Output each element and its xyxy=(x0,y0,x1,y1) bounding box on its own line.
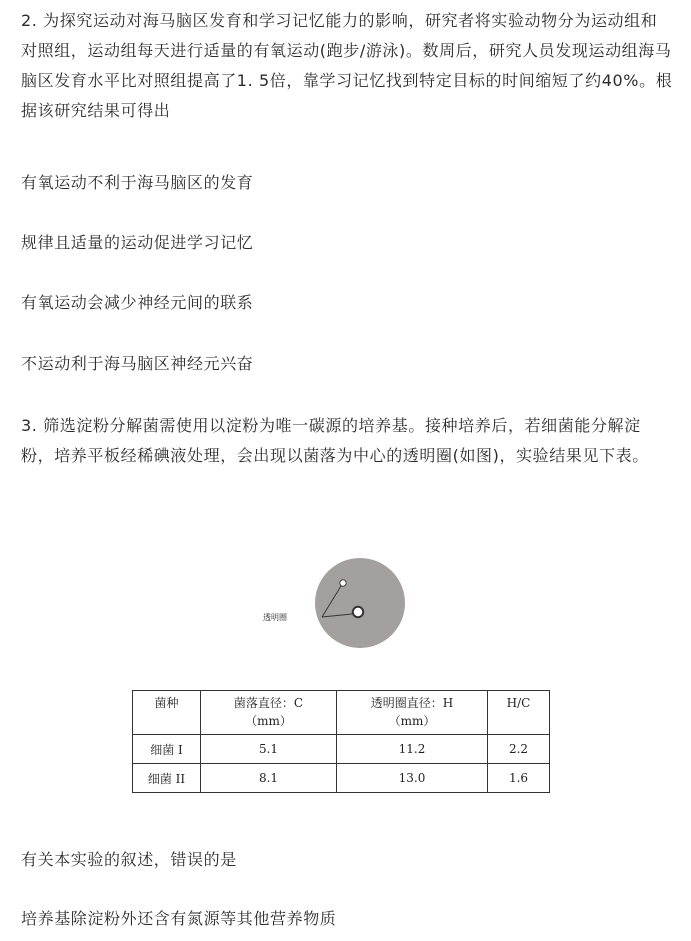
table-row xyxy=(133,735,550,764)
question-3-prompt: 有关本实验的叙述，错误的是 xyxy=(21,850,237,869)
clear-zone-label: 透明圈 xyxy=(263,613,287,622)
q3-option-1[interactable]: 培养基除淀粉外还含有氮源等其他营养物质 xyxy=(21,909,337,928)
header-colony-diameter: 菌落直径：C （mm） xyxy=(201,691,337,735)
cell-ratio: 2.2 xyxy=(488,735,550,764)
q2-option-2[interactable]: 规律且适量的运动促进学习记忆 xyxy=(21,233,254,252)
header-strain: 菌种 xyxy=(133,691,201,735)
q2-option-4[interactable]: 不运动利于海马脑区神经元兴奋 xyxy=(21,354,254,373)
cell-colony: 5.1 xyxy=(201,735,337,764)
q2-option-1[interactable]: 有氧运动不利于海马脑区的发育 xyxy=(21,173,254,192)
cell-ratio: 1.6 xyxy=(488,764,550,793)
q2-option-3[interactable]: 有氧运动会减少神经元间的联系 xyxy=(21,293,254,312)
culture-plate xyxy=(315,558,405,648)
header-ratio: H/C xyxy=(488,691,550,735)
large-colony xyxy=(353,607,363,617)
header-clear-zone-diameter: 透明圈直径：H （mm） xyxy=(337,691,488,735)
question-3-stem: 3. 筛选淀粉分解菌需使用以淀粉为唯一碳源的培养基。接种培养后，若细菌能分解淀粉，培养平板经稀碘液处理，会出现以菌落为中心的透明圈(如图)，实验结果见下表。 xyxy=(21,416,649,465)
results-table xyxy=(132,690,550,793)
cell-clear-zone: 13.0 xyxy=(337,764,488,793)
cell-strain: 细菌 I xyxy=(133,735,201,764)
small-colony xyxy=(340,580,346,586)
table-row xyxy=(133,764,550,793)
cell-colony: 8.1 xyxy=(201,764,337,793)
question-2-stem: 2. 为探究运动对海马脑区发育和学习记忆能力的影响，研究者将实验动物分为运动组和对照组，运动组每天进行适量的有氧运动(跑步/游泳)。数周后，研究人员发现运动组海马脑区发育水平比对照组提高了1. 5倍，靠学习记忆找到特定目标的时间缩短了约40%。根据该研究结果可得出 xyxy=(21,11,673,120)
cell-clear-zone: 11.2 xyxy=(337,735,488,764)
cell-strain: 细菌 II xyxy=(133,764,201,793)
